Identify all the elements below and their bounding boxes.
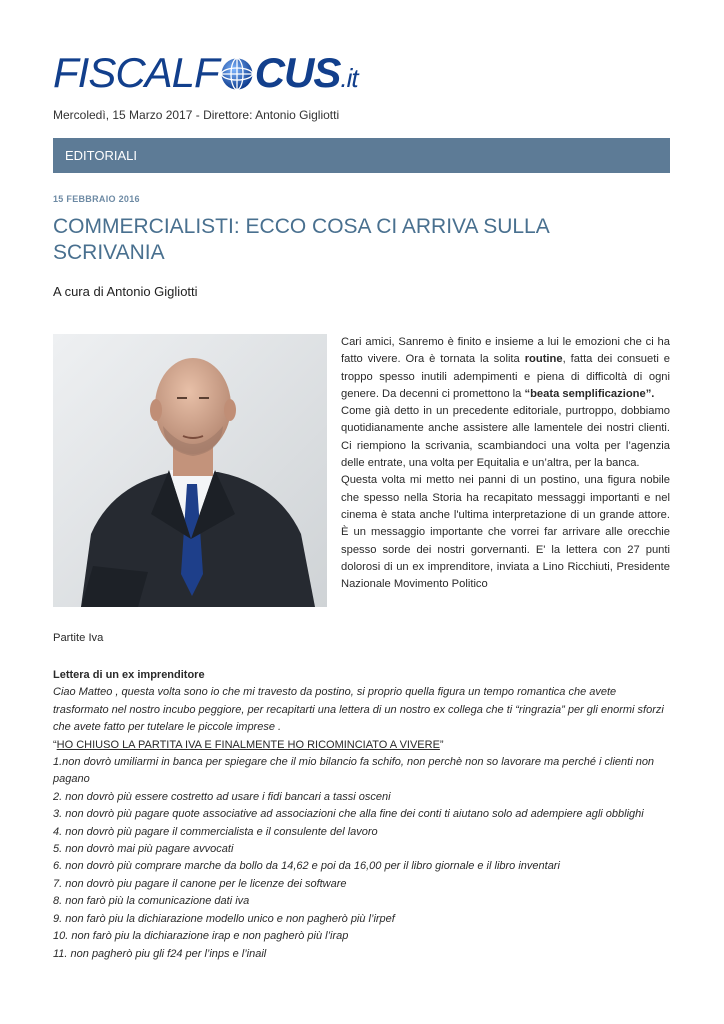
article-intro: [341, 334, 670, 593]
section-label: EDITORIALI: [65, 148, 138, 163]
list-item: 5. non dovrò mai più pagare avvocati: [53, 843, 234, 856]
intro-bold-semplificazione: “beata semplificazione”.: [524, 387, 655, 400]
intro-paragraph-2: Come già detto in un precedente editoriale, purtroppo, dobbiamo quotidianamente anche assistere alle lamentele dei nostri clienti. Ci riempiono la scrivania, scambiandoci una volta per l’agenzia delle entrate, una volta per Equitalia e un’altra, per la banca.: [341, 405, 670, 470]
letter-section: [53, 667, 670, 963]
list-item: 3. non dovrò più pagare quote associative ad associazioni che alla fine dei conti ti aiutano solo ad adempiere agli obblighi: [53, 808, 644, 821]
letter-quote: [53, 737, 670, 754]
logo-text-cus: CUS: [254, 49, 341, 96]
author-photo: [53, 334, 327, 607]
letter-title: Lettera di un ex imprenditore: [53, 669, 205, 681]
article-byline: A cura di Antonio Gigliotti: [53, 284, 198, 299]
dateline: Mercoledì, 15 Marzo 2017 - Direttore: Antonio Gigliotti: [53, 108, 340, 122]
quote-close: ”: [439, 738, 444, 751]
logo-text-tld: .it: [340, 63, 358, 93]
list-item: 9. non farò piu la dichiarazione modello unico e non pagherò più l’irpef: [53, 912, 395, 925]
list-item: 6. non dovrò più comprare marche da bollo da 14,62 e poi da 16,00 per il libro giornale e il libro inventari: [53, 860, 560, 873]
intro-paragraph-3-tail: Partite Iva: [53, 632, 104, 644]
intro-text: , fatta dei consueti e troppo spesso inutili adempimenti e piena di difficoltà di ogni genere. Da decenni ci promettono la: [341, 353, 670, 400]
letter-intro: Ciao Matteo , questa volta sono io che mi travesto da postino, si proprio quella figura un tempo romantica che avete trasformato nel nostro incubo peggiore, per recapitarti una lettera di un nostro ex collega che ti “ringrazia” per gli enormi sforzi che avete fatto per tutelare le piccole imprese .: [53, 686, 664, 734]
list-item: 7. non dovrò piu pagare il canone per le licenze dei software: [53, 877, 347, 890]
logo-text-fiscal: FISCALF: [53, 49, 219, 96]
globe-icon: [220, 57, 254, 91]
intro-paragraph-1: [341, 334, 670, 403]
quote-text: HO CHIUSO LA PARTITA IVA E FINALMENTE HO RICOMINCIATO A VIVERE: [56, 738, 440, 751]
list-item: 4. non dovrò più pagare il commercialista e il consulente del lavoro: [53, 825, 378, 838]
article-title: COMMERCIALISTI: ECCO COSA CI ARRIVA SULLA SCRIVANIA: [53, 215, 549, 264]
intro-bold-routine: routine: [524, 353, 563, 366]
intro-text: Cari amici, Sanremo è finito e insieme a lui le emozioni che ci ha fatto vivere. Ora è tornata la solita: [341, 336, 670, 366]
list-item: 11. non pagherò piu gli f24 per l’inps e l’inail: [53, 947, 267, 960]
list-item: 2. non dovrò più essere costretto ad usare i fidi bancari a tassi osceni: [53, 790, 391, 803]
intro-paragraph-3: Questa volta mi metto nei panni di un postino, una figura nobile che spesso nella Storia ha recapitato messaggi importanti e nel cinema è stata anche l'ultima interpretazione di un grande attore. È un messaggio importante che vorrei far arrivare alle orecchie spesso sorde dei nostri gorvernanti. E' la lettera con 27 punti dolorosi di un ex imprenditore, inviata a Lino Ricchiuti, Presidente Nazionale Movimento Politico: [341, 474, 670, 591]
list-item: 1.non dovrò umiliarmi in banca per spiegare che il mio bilancio fa schifo, non perchè non so lavorare ma perché i clienti non pagano: [53, 756, 655, 786]
list-item: 8. non farò più la comunicazione dati iva: [53, 895, 250, 908]
list-item: 10. non farò piu la dichiarazione irap e non pagherò più l’irap: [53, 930, 349, 943]
article-date: 15 FEBBRAIO 2016: [53, 194, 140, 204]
section-bar: [53, 138, 670, 173]
quote-open: “: [53, 738, 57, 751]
site-logo[interactable]: [53, 50, 358, 96]
